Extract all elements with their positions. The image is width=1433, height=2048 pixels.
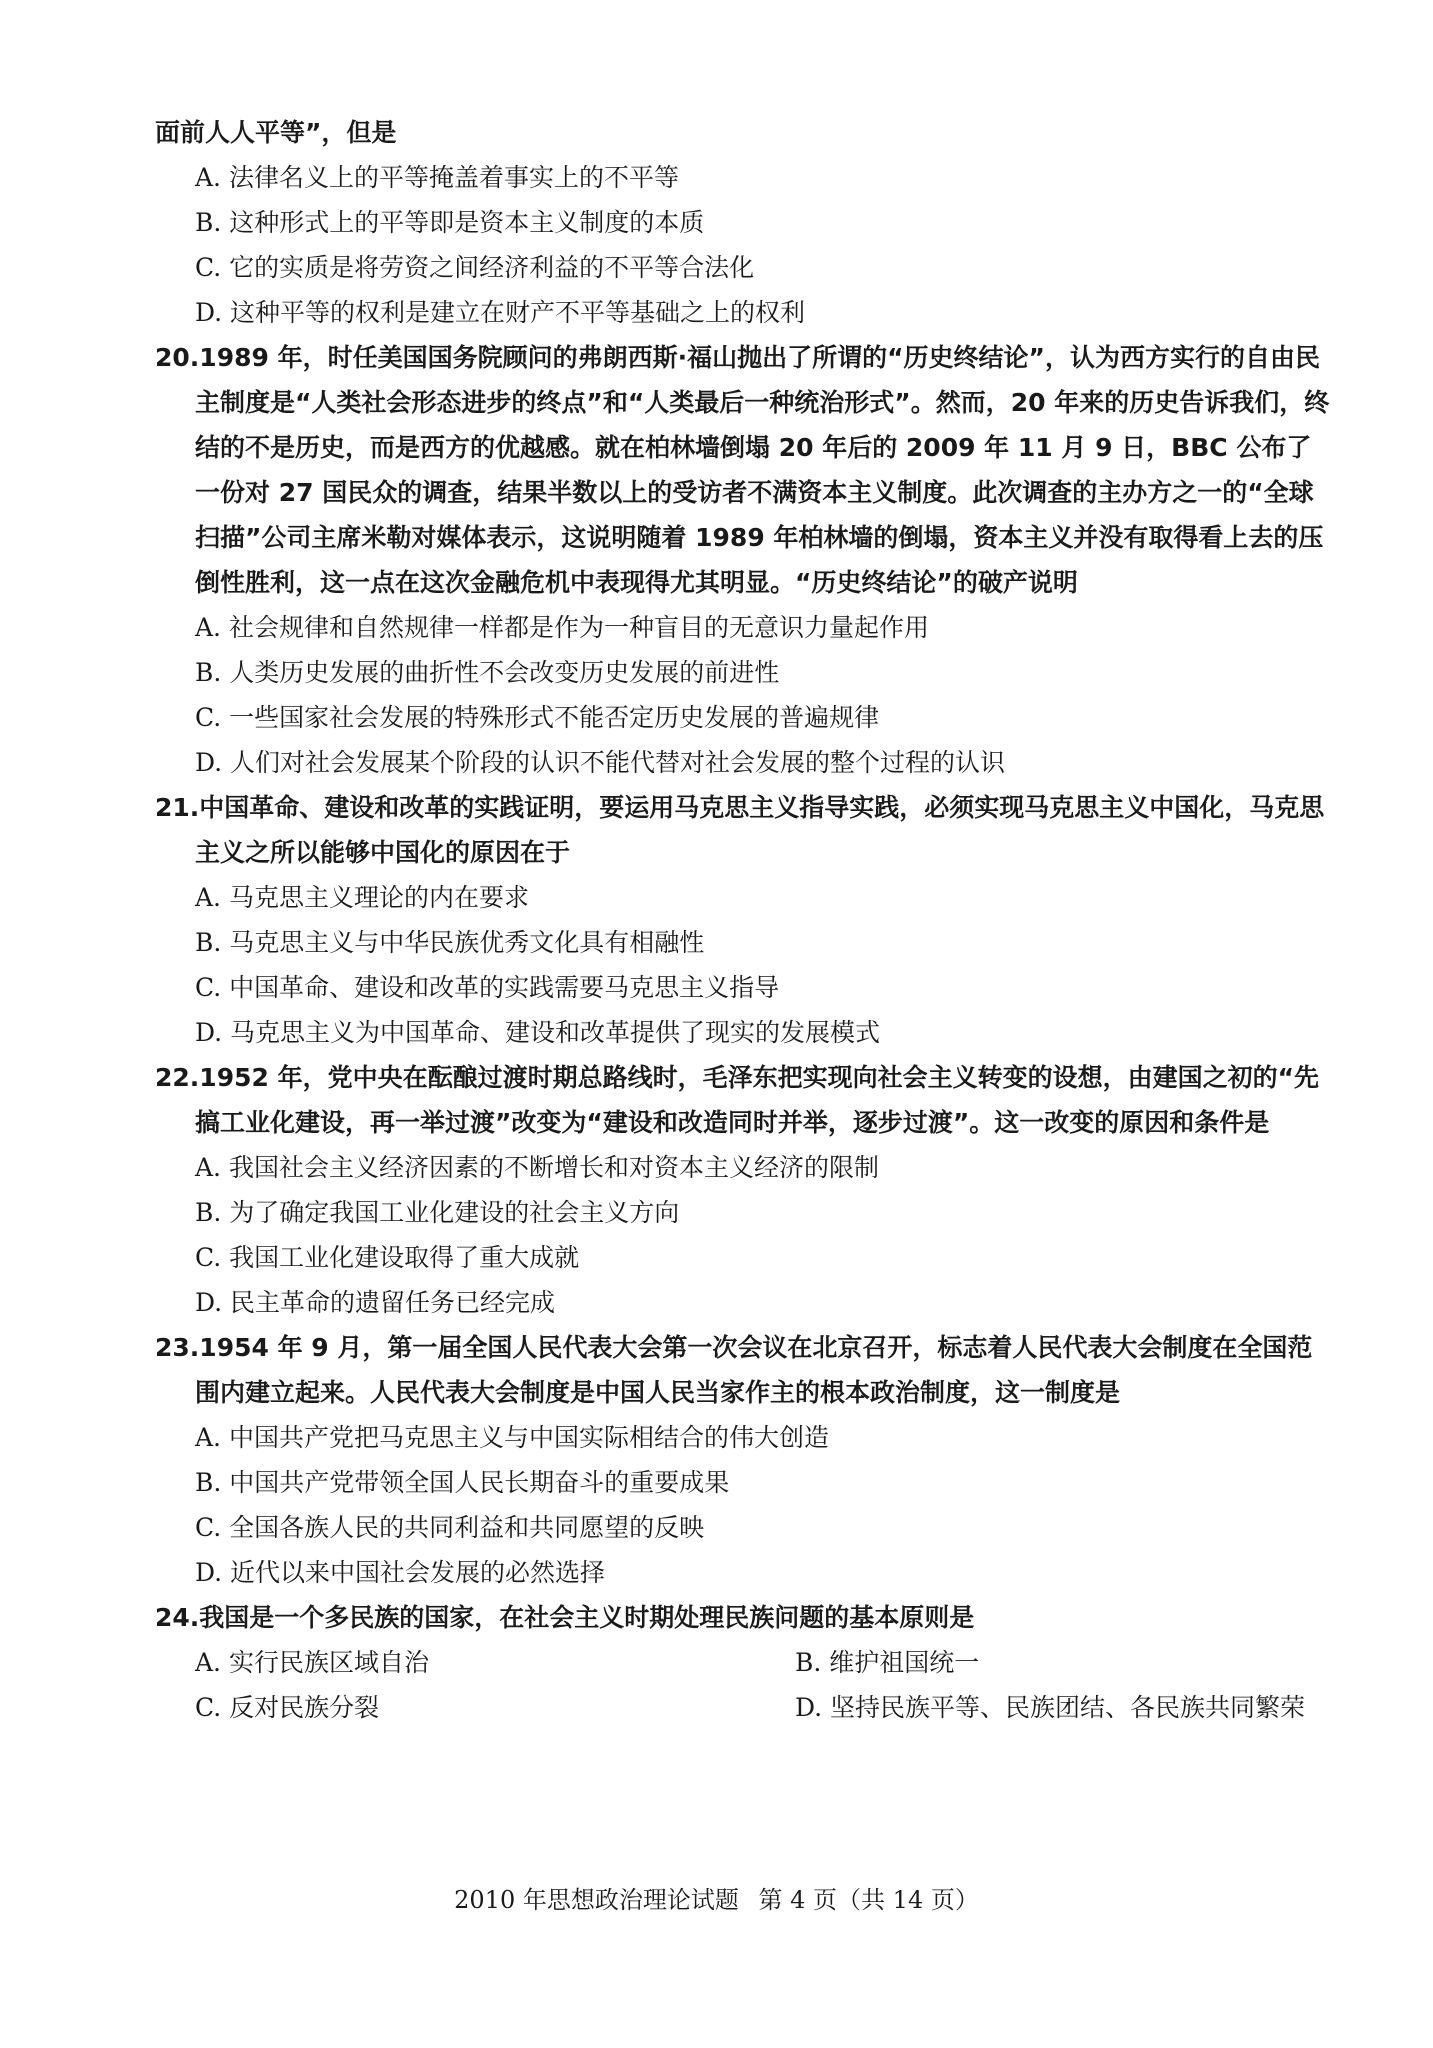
exam-title: 2010 年思想政治理论试题	[454, 1886, 739, 1914]
question-stem	[155, 1055, 1335, 1145]
option-b: B. 这种形式上的平等即是资本主义制度的本质	[195, 208, 705, 237]
question-number: 20.	[155, 343, 200, 372]
question-stem-tail: 面前人人平等”，但是	[155, 118, 397, 147]
question-20	[155, 335, 1335, 785]
option-c: C. 一些国家社会发展的特殊形式不能否定历史发展的普遍规律	[195, 703, 880, 732]
option-a: A. 法律名义上的平等掩盖着事实上的不平等	[195, 163, 679, 192]
page-content	[155, 110, 1335, 1730]
question-text: 中国革命、建设和改革的实践证明，要运用马克思主义指导实践，必须实现马克思主义中国化，马克思主义之所以能够中国化的原因在于	[195, 793, 1325, 867]
option-b: B. 中国共产党带领全国人民长期奋斗的重要成果	[195, 1468, 730, 1497]
option-d: D. 这种平等的权利是建立在财产不平等基础之上的权利	[195, 298, 806, 327]
question-text: 1989 年，时任美国国务院顾问的弗朗西斯·福山抛出了所谓的“历史终结论”，认为西方实行的自由民主制度是“人类社会形态进步的终点”和“人类最后一种统治形式”。然而，20 年来的历史告诉我们，终结的不是历史，而是西方的优越感。就在柏林墙倒塌 20 年后的 2009 年 11 月 9 日，BBC 公布了一份对 27 国民众的调查，结果半数以上的受访者不满资本主义制度。此次调查的主办方之一的“全球扫描”公司主席米勒对媒体表示，这说明随着 1989 年柏林墙的倒塌，资本主义并没有取得看上去的压倒性胜利，这一点在这次金融危机中表现得尤其明显。“历史终结论”的破产说明	[195, 343, 1330, 597]
option-d: D. 马克思主义为中国革命、建设和改革提供了现实的发展模式	[195, 1018, 881, 1047]
question-stem	[155, 335, 1335, 605]
question-stem	[155, 785, 1335, 875]
page-number: 第 4 页（共 14 页）	[758, 1886, 979, 1914]
question-23	[155, 1325, 1335, 1595]
question-19-continuation	[155, 110, 1335, 335]
option-b: B. 马克思主义与中华民族优秀文化具有相融性	[195, 928, 705, 957]
question-stem	[155, 1595, 1335, 1640]
question-24	[155, 1595, 1335, 1730]
option-d: D. 近代以来中国社会发展的必然选择	[195, 1558, 606, 1587]
page-footer	[0, 1880, 1433, 1920]
option-c: C. 我国工业化建设取得了重大成就	[195, 1243, 580, 1272]
question-text: 1954 年 9 月，第一届全国人民代表大会第一次会议在北京召开，标志着人民代表大会制度在全国范围内建立起来。人民代表大会制度是中国人民当家作主的根本政治制度，这一制度是	[195, 1333, 1313, 1407]
option-c: C. 它的实质是将劳资之间经济利益的不平等合法化	[195, 253, 755, 282]
option-b: B. 维护祖国统一	[795, 1648, 980, 1677]
question-number: 21.	[155, 793, 200, 822]
option-a: A. 马克思主义理论的内在要求	[195, 883, 529, 912]
option-b: B. 为了确定我国工业化建设的社会主义方向	[195, 1198, 680, 1227]
question-22	[155, 1055, 1335, 1325]
option-a: A. 中国共产党把马克思主义与中国实际相结合的伟大创造	[195, 1423, 829, 1452]
option-d: D. 人们对社会发展某个阶段的认识不能代替对社会发展的整个过程的认识	[195, 748, 1006, 777]
question-text: 1952 年，党中央在酝酿过渡时期总路线时，毛泽东把实现向社会主义转变的设想，由建国之初的“先搞工业化建设，再一举过渡”改变为“建设和改造同时并举，逐步过渡”。这一改变的原因和条件是	[195, 1063, 1320, 1137]
option-a: A. 实行民族区域自治	[195, 1648, 429, 1677]
option-d: D. 民主革命的遗留任务已经完成	[195, 1288, 556, 1317]
question-text: 我国是一个多民族的国家，在社会主义时期处理民族问题的基本原则是	[199, 1603, 975, 1632]
question-number: 23.	[155, 1333, 200, 1362]
question-number: 22.	[155, 1063, 200, 1092]
option-a: A. 我国社会主义经济因素的不断增长和对资本主义经济的限制	[195, 1153, 879, 1182]
option-b: B. 人类历史发展的曲折性不会改变历史发展的前进性	[195, 658, 780, 687]
option-a: A. 社会规律和自然规律一样都是作为一种盲目的无意识力量起作用	[195, 613, 929, 642]
option-grid	[155, 1640, 1335, 1730]
option-c: C. 中国革命、建设和改革的实践需要马克思主义指导	[195, 973, 780, 1002]
option-c: C. 反对民族分裂	[195, 1693, 380, 1722]
question-stem	[155, 1325, 1335, 1415]
option-c: C. 全国各族人民的共同利益和共同愿望的反映	[195, 1513, 705, 1542]
question-number: 24.	[155, 1603, 200, 1632]
option-d: D. 坚持民族平等、民族团结、各民族共同繁荣	[795, 1693, 1306, 1722]
question-21	[155, 785, 1335, 1055]
